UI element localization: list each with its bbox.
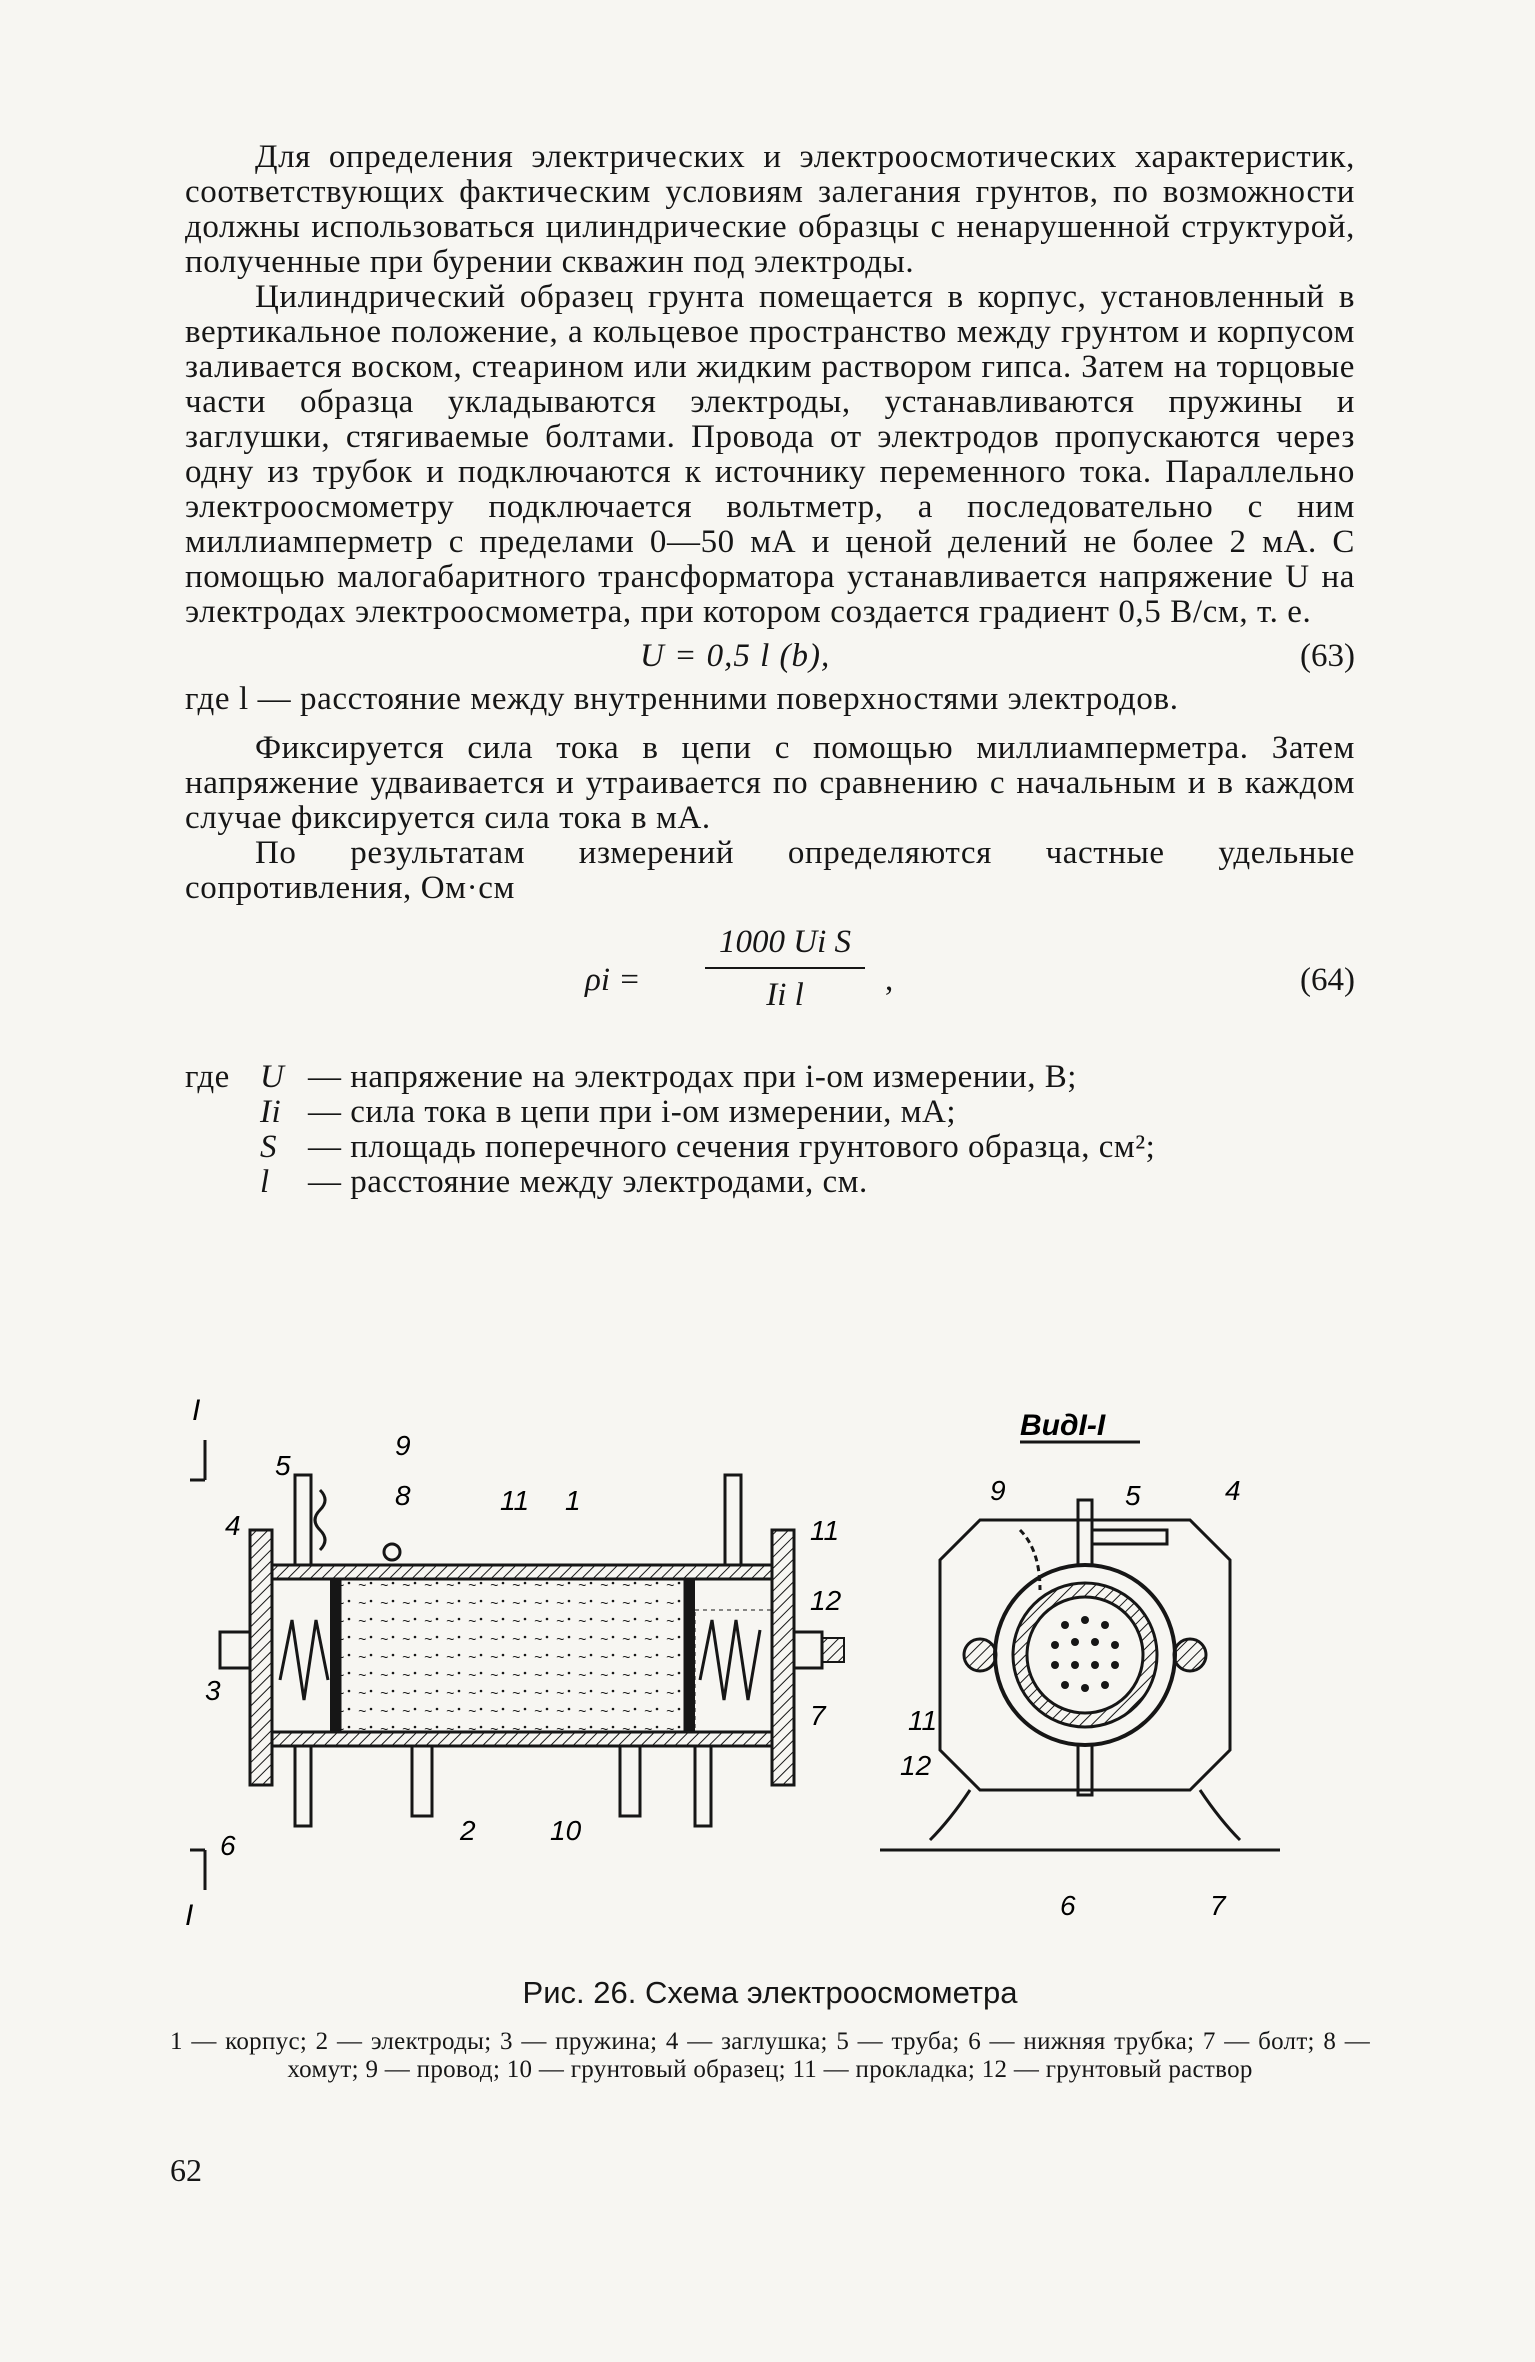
end-label-6: 6	[1060, 1890, 1076, 1921]
definition-symbol: U	[260, 1059, 285, 1095]
right-cap	[772, 1530, 794, 1785]
definition-row	[185, 1165, 1355, 1200]
label-8: 8	[395, 1480, 411, 1511]
definition-text: — напряжение на электродах при i-ом измерении, В;	[308, 1059, 1077, 1095]
perforated-electrode	[1027, 1597, 1143, 1713]
body-top-wall	[272, 1565, 772, 1579]
label-11a: 11	[500, 1485, 530, 1516]
electroosmometer-figure	[180, 1380, 1350, 1960]
section-mark-top: I	[192, 1394, 201, 1427]
label-1: 1	[565, 1485, 581, 1516]
paragraph-3: где l — расстояние между внутренними поверхностями электродов.	[185, 681, 1179, 717]
end-label-4: 4	[1225, 1475, 1241, 1506]
label-9: 9	[395, 1430, 411, 1461]
equation-64-fraction	[705, 924, 865, 1014]
end-view	[880, 1409, 1280, 1921]
definitions-list	[185, 1060, 1355, 1200]
equation-63	[185, 630, 1355, 682]
definition-lead	[185, 1165, 260, 1200]
label-12: 12	[810, 1585, 842, 1616]
definition-row	[185, 1130, 1355, 1165]
page-body	[185, 140, 1355, 1200]
end-label-11: 11	[908, 1705, 938, 1736]
paragraph-4: Фиксируется сила тока в цепи с помощью миллиамперметра. Затем напряжение удваивается и утраивается по сравнению с начальным и в каждом случае фиксируется сила тока в мА.	[185, 730, 1355, 836]
end-label-9: 9	[990, 1475, 1006, 1506]
paragraph-1: Для определения электрических и электроосмотических характеристик, соответствующих фактическим условиям залегания грунтов, по возможности должны использоваться цилиндрические образцы с ненарушенной структурой, полученные при бурении скважин под электроды.	[185, 139, 1355, 280]
definition-text: — сила тока в цепи при i-ом измерении, мА;	[308, 1094, 957, 1130]
label-4: 4	[225, 1510, 241, 1541]
end-label-5: 5	[1125, 1480, 1141, 1511]
definition-row	[185, 1060, 1355, 1095]
label-2: 2	[460, 1815, 476, 1846]
soil-sample	[340, 1579, 685, 1732]
body-bottom-wall	[272, 1732, 772, 1746]
figure-legend: 1 — корпус; 2 — электроды; 3 — пружина; 4 — заглушка; 5 — труба; 6 — нижняя трубка; 7 — болт; 8 — хомут; 9 — провод; 10 — грунтовый образец; 11 — прокладка; 12 — грунтовый раствор	[170, 2028, 1370, 2083]
label-6: 6	[220, 1830, 236, 1861]
equation-64-denominator: Ii l	[766, 977, 804, 1013]
paragraph-5: По результатам измерений определяются частные удельные сопротивления, Ом·см	[185, 835, 1355, 906]
equation-64-comma: ,	[885, 962, 894, 998]
page-number: 62	[170, 2152, 202, 2188]
definition-symbol: l	[260, 1164, 270, 1200]
label-3: 3	[205, 1675, 221, 1706]
definition-symbol: S	[260, 1129, 277, 1165]
paragraph-2: Цилиндрический образец грунта помещается в корпус, установленный в вертикальное положение, а кольцевое пространство между грунтом и корпусом заливается воском, стеарином или жидким раствором гипса. Затем на торцовые части образца укладываются электроды, устанавливаются пружины и заглушки, стягиваемые болтами. Провода от электродов пропускаются через одну из трубок и подключаются к источнику переменного тока. Параллельно электроосмометру подключается вольтметр, а последовательно с ним миллиамперметр с пределами 0—50 мА и ценой делений не более 2 мА. С помощью малогабаритного трансформатора устанавливается напряжение U на электродах электроосмометра, при котором создается градиент 0,5 В/см, т. е.	[185, 279, 1355, 630]
label-7: 7	[810, 1700, 826, 1731]
end-label-12: 12	[900, 1750, 932, 1781]
definition-lead: где	[185, 1059, 230, 1095]
equation-64-number: (64)	[1300, 962, 1355, 998]
label-11b: 11	[810, 1515, 840, 1546]
equation-63-number: (63)	[1300, 638, 1355, 674]
section-view	[185, 1394, 844, 1932]
figure-caption: Рис. 26. Схема электроосмометра	[522, 1975, 1018, 2010]
left-cap	[250, 1530, 272, 1785]
label-10: 10	[550, 1815, 582, 1846]
definition-text: — расстояние между электродами, см.	[308, 1164, 868, 1200]
view-title: ВидI-I	[1020, 1409, 1106, 1442]
equation-64-numerator: 1000 Ui S	[705, 924, 865, 969]
section-mark-bottom: I	[185, 1899, 194, 1932]
definition-text: — площадь поперечного сечения грунтового образца, см²;	[308, 1129, 1156, 1165]
equation-64-lhs: ρi =	[585, 962, 641, 998]
definition-symbol: Ii	[260, 1094, 282, 1130]
label-5: 5	[275, 1450, 291, 1481]
equation-64	[185, 916, 1355, 1046]
definition-row	[185, 1095, 1355, 1130]
equation-63-text: U = 0,5 l (b),	[640, 638, 831, 674]
definition-lead	[185, 1095, 260, 1130]
end-label-7: 7	[1210, 1890, 1226, 1921]
definition-lead	[185, 1130, 260, 1165]
